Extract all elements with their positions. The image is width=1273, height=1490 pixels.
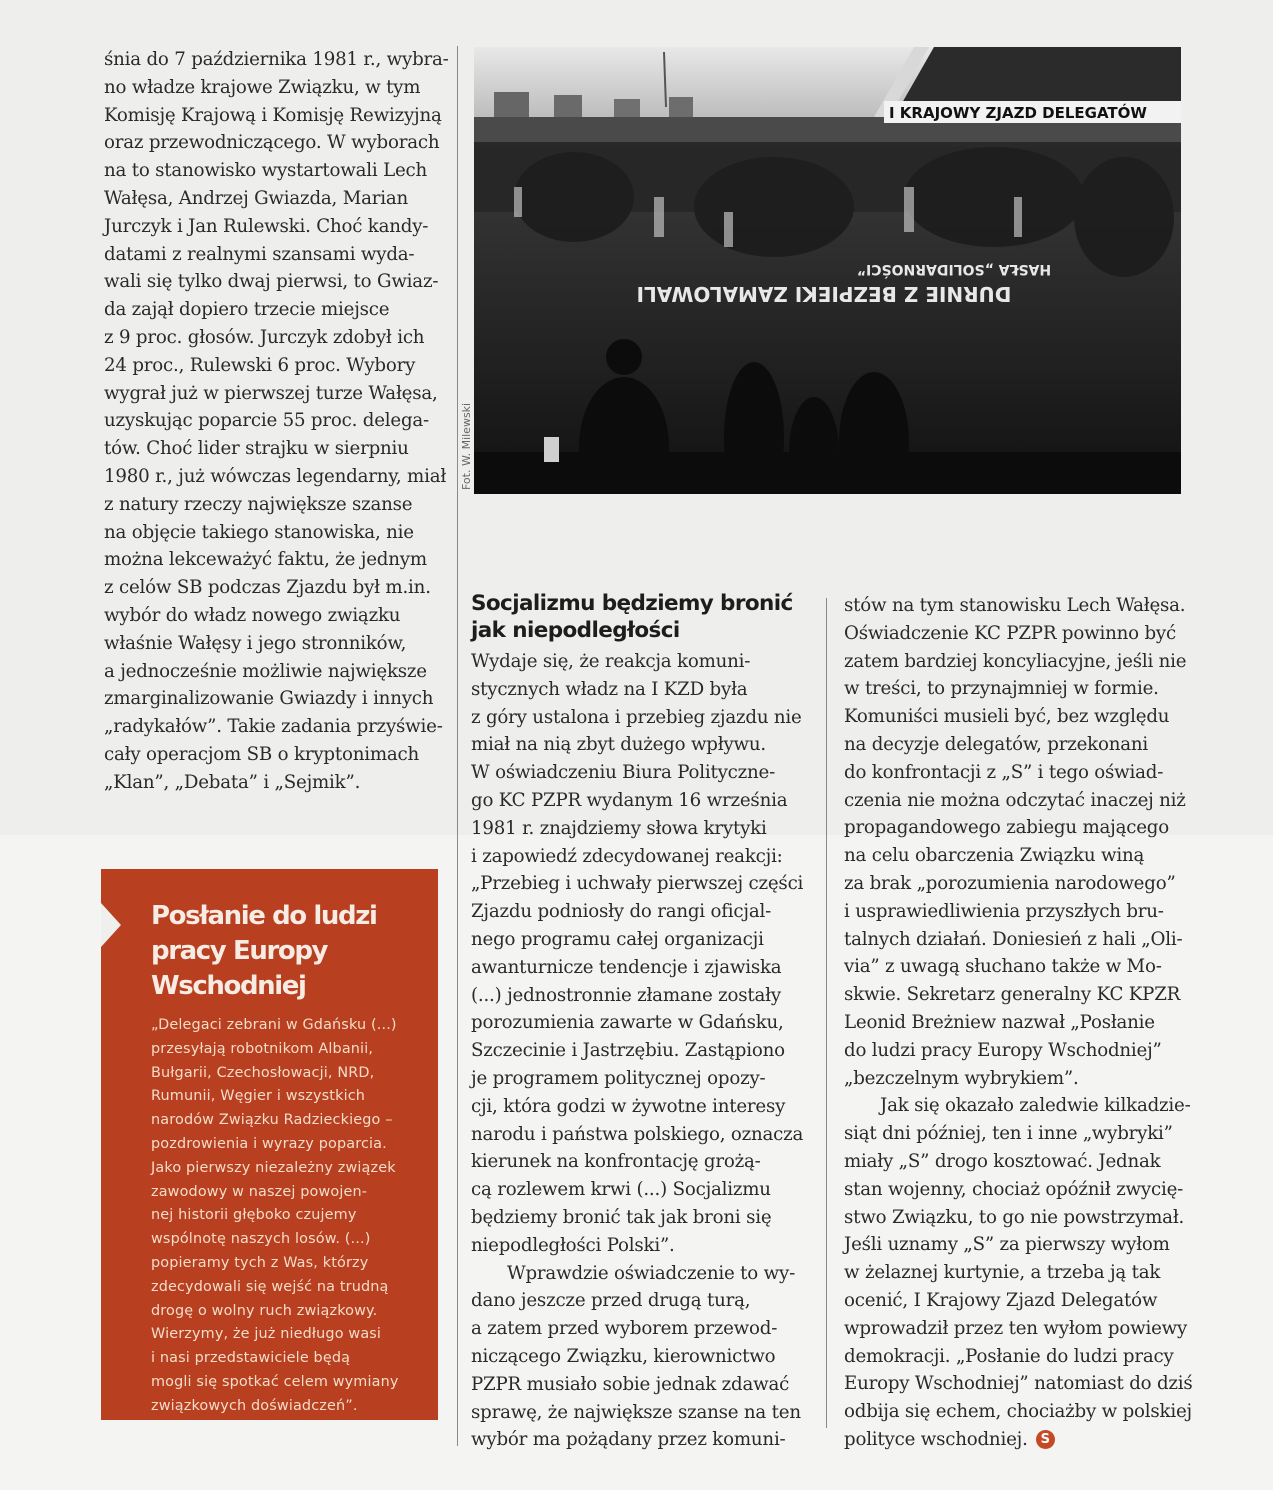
body-text-line: stycznych władz na I KZD była: [471, 678, 748, 700]
body-text-line: propagandowego zabiegu mającego: [844, 817, 1169, 839]
body-text-line: właśnie Wałęsy i jego stronników,: [104, 632, 407, 654]
body-text-line: porozumienia zawarte w Gdańsku,: [471, 1012, 784, 1034]
body-text-line: awanturnicze tendencje i zjawiska: [471, 956, 782, 978]
body-text-line: będziemy bronić tak jak broni się: [471, 1206, 772, 1228]
photo-illustration: [474, 47, 1181, 494]
body-text-line: Komuniści musieli być, bez względu: [844, 706, 1170, 728]
body-text-line: na to stanowisko wystartowali Lech: [104, 160, 428, 182]
body-text-line: z celów SB podczas Zjazdu był m.in.: [104, 577, 431, 599]
body-text-line: „radykałów”. Takie zadania przyświe-: [104, 716, 443, 738]
body-text-line: wprowadził przez ten wyłom powiewy: [844, 1317, 1188, 1339]
sidebar-text-line: drogę o wolny ruch związkowy.: [151, 1302, 378, 1319]
body-text-line: miał na nią zbyt dużego wpływu.: [471, 734, 766, 756]
body-text-line: zatem bardziej koncyliacyjne, jeśli nie: [844, 650, 1187, 672]
photo-ground-text-1: DURNIE Z BEZPIEKI ZAMALOWALI: [636, 282, 1012, 306]
body-text-line: wali się tylko dwaj pierwsi, to Gwiaz-: [104, 271, 439, 293]
section-heading: [471, 590, 793, 644]
body-text-line: cji, która godzi w żywotne interesy: [471, 1095, 786, 1117]
sidebar-title-line: Wschodniej: [151, 971, 306, 1001]
body-text-line: go KC PZPR wydanym 16 września: [471, 789, 788, 811]
sidebar-text-line: Jako pierwszy niezależny związek: [151, 1159, 396, 1176]
body-text-line: miały „S” drogo kosztować. Jednak: [844, 1150, 1161, 1172]
body-text-line: stan wojenny, chociaż opóźnił zwycię-: [844, 1178, 1184, 1200]
body-text-line: kierunek na konfrontację grożą-: [471, 1151, 761, 1173]
sidebar-text-line: narodów Związku Radzieckiego –: [151, 1112, 393, 1129]
body-text-line: i usprawiedliwienia przyszłych bru-: [844, 900, 1164, 922]
sidebar-text-line: związkowych doświadczeń”.: [151, 1397, 358, 1414]
body-text-line: tów. Choć lider strajku w sierpniu: [104, 438, 409, 460]
body-text-line: „Przebieg i uchwały pierwszej części: [471, 873, 804, 895]
body-text-line: „Klan”, „Debata” i „Sejmik”.: [104, 771, 361, 793]
body-text-line: ocenić, I Krajowy Zjazd Delegatów: [844, 1289, 1158, 1311]
body-text-line: Zjazdu podniosły do rangi oficjal-: [471, 901, 772, 923]
article-column-1: [104, 46, 449, 797]
body-text-line: z 9 proc. głosów. Jurczyk zdobył ich: [104, 326, 425, 348]
arrow-notch-icon: [101, 903, 121, 947]
sidebar-text-line: i nasi przedstawiciele będą: [151, 1350, 351, 1367]
body-text-line: W oświadczeniu Biura Polityczne-: [471, 762, 776, 784]
body-text-line: Wydaje się, że reakcja komuni-: [471, 651, 751, 672]
sidebar-text-line: zdecydowali się wejść na trudną: [151, 1278, 389, 1295]
body-text-line: Komisję Krajową i Komisję Rewizyjną: [104, 104, 442, 126]
sidebar-quote-body: [151, 1014, 399, 1419]
body-text-line: niczącego Związku, kierownictwo: [471, 1345, 776, 1367]
body-text-line: demokracji. „Posłanie do ludzi pracy: [844, 1345, 1174, 1367]
sidebar-title-line: pracy Europy: [151, 936, 328, 966]
sidebar-text-line: przesyłają robotnikom Albanii,: [151, 1040, 374, 1057]
body-text-line: z góry ustalona i przebieg zjazdu nie: [471, 706, 802, 728]
body-text-line: do konfrontacji z „S” i tego oświad-: [844, 761, 1164, 783]
body-text-line: stwo Związku, to go nie powstrzymał.: [844, 1206, 1185, 1228]
article-column-3: [844, 592, 1193, 1454]
body-text-line: Leonid Breżniew nazwał „Posłanie: [844, 1011, 1155, 1033]
body-text-line: PZPR musiało sobie jednak zdawać: [471, 1373, 790, 1395]
sidebar-text-line: Bułgarii, Czechosłowacji, NRD,: [151, 1064, 375, 1081]
body-text-line: „bezczelnym wybrykiem”.: [844, 1067, 1079, 1089]
body-text-line: a zatem przed wyborem przewod-: [471, 1318, 778, 1340]
article-column-2: [471, 648, 811, 1454]
body-text-line: a jednocześnie możliwie największe: [104, 660, 427, 682]
end-of-article-s-icon: S: [1036, 1430, 1055, 1449]
body-text-line: wygrał już w pierwszej turze Wałęsa,: [104, 382, 438, 404]
body-text-line: na decyzje delegatów, przekonani: [844, 733, 1149, 755]
body-text-line: sprawę, że największe szanse na ten: [471, 1401, 801, 1423]
body-text-line: za brak „porozumienia narodowego”: [844, 872, 1176, 894]
section-heading-line: Socjalizmu będziemy bronić: [471, 591, 793, 616]
body-text-line: i zapowiedź zdecydowanej reakcji:: [471, 845, 783, 867]
sidebar-text-line: nej historii głęboko czujemy: [151, 1207, 357, 1224]
sidebar-text-line: zawodowy w naszej powojen-: [151, 1183, 368, 1200]
sidebar-title: [151, 899, 377, 1004]
body-text-line: nego programu całej organizacji: [471, 928, 764, 950]
sidebar-text-line: popieramy tych z Was, którzy: [151, 1254, 369, 1271]
body-text-line: siąt dni później, ten i inne „wybryki”: [844, 1123, 1173, 1145]
body-text-line: Wałęsa, Andrzej Gwiazda, Marian: [104, 187, 409, 209]
body-text-line: no władze krajowe Związku, w tym: [104, 76, 421, 98]
body-text-line: (...) jednostronnie złamane zostały: [471, 984, 781, 1006]
body-text-line: Jurczyk i Jan Rulewski. Choć kandy-: [104, 215, 429, 237]
body-text-line: Jeśli uznamy „S” za pierwszy wyłom: [844, 1234, 1170, 1256]
body-text-line: na celu obarczenia Związku winą: [844, 845, 1145, 867]
body-text-line: wybór ma pożądany przez komuni-: [471, 1429, 786, 1451]
body-text-line: z natury rzeczy największe szanse: [104, 493, 413, 515]
body-text-line: Europy Wschodniej” natomiast do dziś: [844, 1373, 1193, 1395]
body-text-line: 24 proc., Rulewski 6 proc. Wybory: [104, 354, 416, 376]
body-text-line: czenia nie można odczytać inaczej niż: [844, 789, 1186, 811]
event-photo: [474, 47, 1181, 494]
body-text-line: dano jeszcze przed drugą turą,: [471, 1290, 751, 1312]
body-text-line: skwie. Sekretarz generalny KC KPZR: [844, 984, 1181, 1006]
body-text-line: stów na tym stanowisku Lech Wałęsa.: [844, 595, 1186, 616]
sidebar-text-line: Rumunii, Węgier i wszystkich: [151, 1088, 366, 1105]
sidebar-text-line: wspólnotę naszych losów. (...): [151, 1231, 371, 1248]
body-text-line: niepodległości Polski”.: [471, 1234, 675, 1256]
body-text-line: Szczecinie i Jastrzębiu. Zastąpiono: [471, 1040, 785, 1062]
body-text-line: je programem politycznej opozy-: [471, 1067, 766, 1089]
body-text-line: zmarginalizowanie Gwiazdy i innych: [104, 688, 434, 710]
body-text-line: narodu i państwa polskiego, oznacza: [471, 1123, 804, 1145]
body-text-line: cały operacjom SB o kryptonimach: [104, 743, 420, 765]
body-text-line: talnych działań. Doniesień z hali „Oli-: [844, 928, 1183, 950]
body-text-line: Oświadczenie KC PZPR powinno być: [844, 622, 1176, 644]
section-heading-line: jak niepodległości: [471, 618, 680, 643]
body-text-line: cą rozlewem krwi (...) Socjalizmu: [471, 1179, 771, 1201]
body-text-line: da zajął dopiero trzecie miejsce: [104, 299, 390, 321]
body-text-line: na objęcie takiego stanowiska, nie: [104, 521, 414, 543]
body-text-line: wybór do władz nowego związku: [104, 604, 401, 626]
body-text-line: 1981 r. znajdziemy słowa krytyki: [471, 817, 767, 839]
sidebar-title-line: Posłanie do ludzi: [151, 901, 377, 931]
photo-ground-text-2: HASŁA „SOLIDARNOŚCI”: [856, 261, 1052, 277]
sidebar-text-line: Wierzymy, że już niedługo wasi: [151, 1326, 382, 1343]
body-text-line: oraz przewodniczącego. W wyborach: [104, 132, 440, 154]
column-divider-left: [457, 46, 458, 1446]
quote-sidebar-box: [101, 869, 438, 1420]
body-text-line: uzyskując poparcie 55 proc. delega-: [104, 410, 429, 432]
body-text-line: odbija się echem, chociażby w polskiej: [844, 1401, 1192, 1423]
body-text-line: polityce wschodniej.: [844, 1428, 1028, 1450]
body-text-line: Jak się okazało zaledwie kilkadzie-: [880, 1095, 1191, 1117]
body-text-line: do ludzi pracy Europy Wschodniej”: [844, 1039, 1162, 1061]
body-text-line: via” z uwagą słuchano także w Mo-: [844, 956, 1162, 978]
body-text-line: można lekceważyć faktu, że jednym: [104, 549, 427, 571]
body-text-line: 1980 r., już wówczas legendarny, miał: [104, 465, 447, 487]
photo-credit: Fot. W. Milewski: [460, 402, 473, 490]
body-text-line: w żelaznej kurtynie, a trzeba ją tak: [844, 1262, 1161, 1284]
sidebar-text-line: mogli się spotkać celem wymiany: [151, 1373, 399, 1390]
body-text-line: w treści, to przynajmniej w formie.: [844, 678, 1159, 700]
body-text-line: Wprawdzie oświadczenie to wy-: [507, 1262, 796, 1284]
body-text-line: śnia do 7 października 1981 r., wybra-: [104, 49, 449, 70]
column-divider-right: [826, 598, 827, 1428]
sidebar-text-line: pozdrowienia i wyrazy poparcia.: [151, 1135, 387, 1152]
body-text-line: datami z realnymi szansami wyda-: [104, 243, 415, 265]
photo-banner-text: I KRAJOWY ZJAZD DELEGATÓW: [889, 104, 1147, 122]
sidebar-text-line: „Delegaci zebrani w Gdańsku (...): [151, 1017, 397, 1033]
